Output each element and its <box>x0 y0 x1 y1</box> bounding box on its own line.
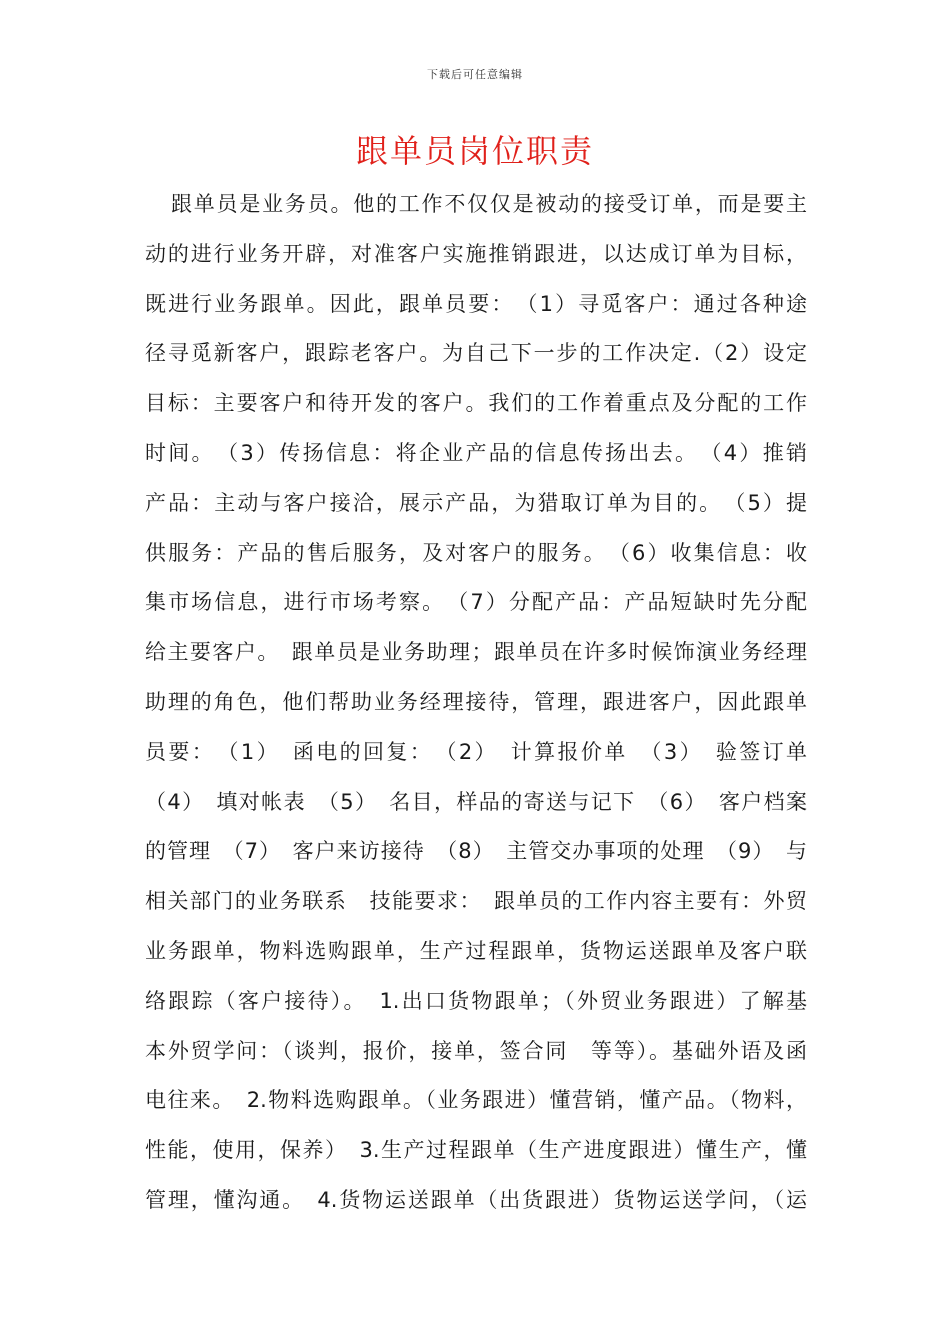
body-line: 员要： （1） 函电的回复： （2） 计算报价单 （3） 验签订单 <box>145 739 807 764</box>
body-line: 本外贸学问：（谈判，报价，接单，签合同 等等）。基础外语及函 <box>145 1038 807 1063</box>
body-line: （4） 填对帐表 （5） 名目，样品的寄送与记下 （6） 客户档案 <box>145 789 807 814</box>
body-line: 相关部门的业务联系 技能要求： 跟单员的工作内容主要有：外贸 <box>145 889 807 914</box>
body-line: 性能，使用，保养） 3.生产过程跟单（生产进度跟进）懂生产，懂 <box>145 1138 807 1163</box>
body-line: 动的进行业务开辟，对准客户实施推销跟进，以达成订单为目标， <box>145 241 807 266</box>
body-line: 供服务：产品的售后服务，及对客户的服务。 （6）收集信息：收 <box>145 540 807 565</box>
body-line: 络跟踪（客户接待）。 1.出口货物跟单；（外贸业务跟进）了解基 <box>145 988 807 1013</box>
body-line: 时间。 （3）传扬信息：将企业产品的信息传扬出去。 （4）推销 <box>145 440 807 465</box>
body-line: 目标：主要客户和待开发的客户。我们的工作着重点及分配的工作 <box>145 391 807 416</box>
body-line: 产品：主动与客户接洽，展示产品，为猎取订单为目的。 （5）提 <box>145 490 807 515</box>
document-body <box>145 180 807 1226</box>
body-line: 助理的角色，他们帮助业务经理接待，管理，跟进客户，因此跟单 <box>145 689 807 714</box>
body-line: 管理，懂沟通。 4.货物运送跟单（出货跟进）货物运送学问，（运 <box>145 1187 807 1212</box>
body-line: 业务跟单，物料选购跟单，生产过程跟单，货物运送跟单及客户联 <box>145 938 807 963</box>
document-title: 跟单员岗位职责 <box>355 132 594 170</box>
body-line: 集市场信息，进行市场考察。 （7）分配产品：产品短缺时先分配 <box>145 590 807 615</box>
body-line: 给主要客户。 跟单员是业务助理；跟单员在许多时候饰演业务经理 <box>145 640 807 665</box>
body-line: 的管理 （7） 客户来访接待 （8） 主管交办事项的处理 （9） 与 <box>145 839 807 864</box>
body-line: 电往来。 2.物料选购跟单。（业务跟进）懂营销，懂产品。（物料， <box>145 1088 807 1113</box>
header-note: 下载后可任意编辑 <box>427 68 523 81</box>
body-line: 径寻觅新客户，跟踪老客户。为自己下一步的工作决定.（2）设定 <box>145 341 807 366</box>
body-line: 跟单员是业务员。他的工作不仅仅是被动的接受订单，而是要主 <box>171 192 807 216</box>
body-line: 既进行业务跟单。因此，跟单员要： （1）寻觅客户：通过各种途 <box>145 291 807 316</box>
